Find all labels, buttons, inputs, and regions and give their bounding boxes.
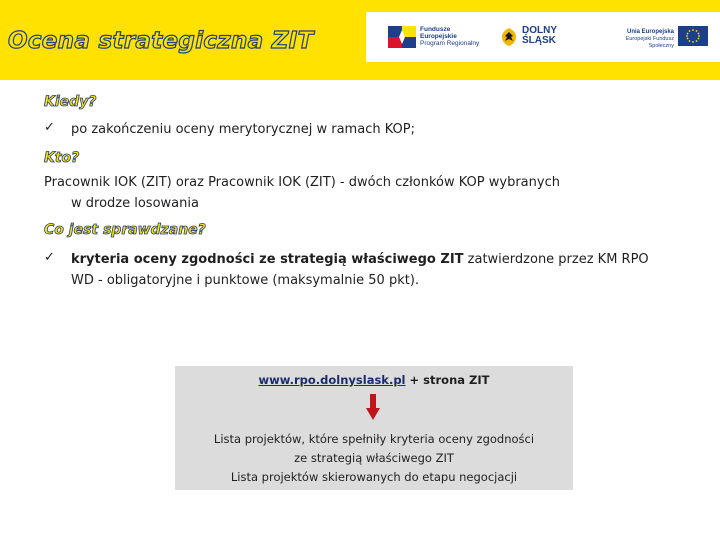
fundusze-europejskie-logo-icon [388, 26, 416, 48]
info-link-row [175, 373, 573, 387]
eu-flag-icon [678, 26, 708, 46]
header-banner [0, 0, 720, 80]
info-link-suffix: + strona ZIT [405, 373, 490, 387]
who-line-1: Pracownik IOK (ZIT) oraz Pracownik IOK (ZIT) - dwóch członków KOP wybranych [44, 175, 560, 190]
section-heading-who: Kto? [44, 150, 80, 166]
info-line-2: ze strategią właściwego ZIT [294, 451, 454, 465]
dolny-slask-logo-text: DOLNY ŚLĄSK [522, 25, 557, 46]
logo-strip [366, 12, 720, 62]
info-line-3: Lista projektów skierowanych do etapu negocjacji [230, 470, 518, 484]
info-box [175, 366, 573, 490]
info-line-1: Lista projektów, które spełniły kryteria oceny zgodności [213, 432, 535, 446]
fundusze-europejskie-logo-text: Fundusze Europejskie Program Regionalny [420, 26, 480, 47]
arrow-down-icon [366, 394, 380, 420]
who-line-2: w drodze losowania [71, 196, 199, 211]
dolny-slask-eagle-icon [500, 27, 518, 47]
page-title: Ocena strategiczna ZIT [8, 28, 314, 54]
unia-europejska-logo-text: Unia Europejska Europejski Fundusz Społeczny [625, 29, 674, 49]
checkmark-icon: ✓ [44, 120, 55, 135]
what-criteria-bold: kryteria oceny zgodności ze strategią właściwego ZIT [71, 252, 464, 267]
what-line-1 [71, 249, 649, 270]
rpo-website-link[interactable]: www.rpo.dolnyslask.pl [258, 373, 406, 387]
section-heading-when: Kiedy? [44, 94, 97, 110]
what-criteria-rest: zatwierdzone przez KM RPO [463, 252, 649, 267]
when-item: po zakończeniu oceny merytorycznej w ramach KOP; [71, 122, 415, 137]
checkmark-icon: ✓ [44, 250, 55, 265]
section-heading-what: Co jest sprawdzane? [44, 222, 206, 238]
what-line-2: WD - obligatoryjne i punktowe (maksymalnie 50 pkt). [71, 273, 420, 288]
info-lines [175, 430, 573, 487]
